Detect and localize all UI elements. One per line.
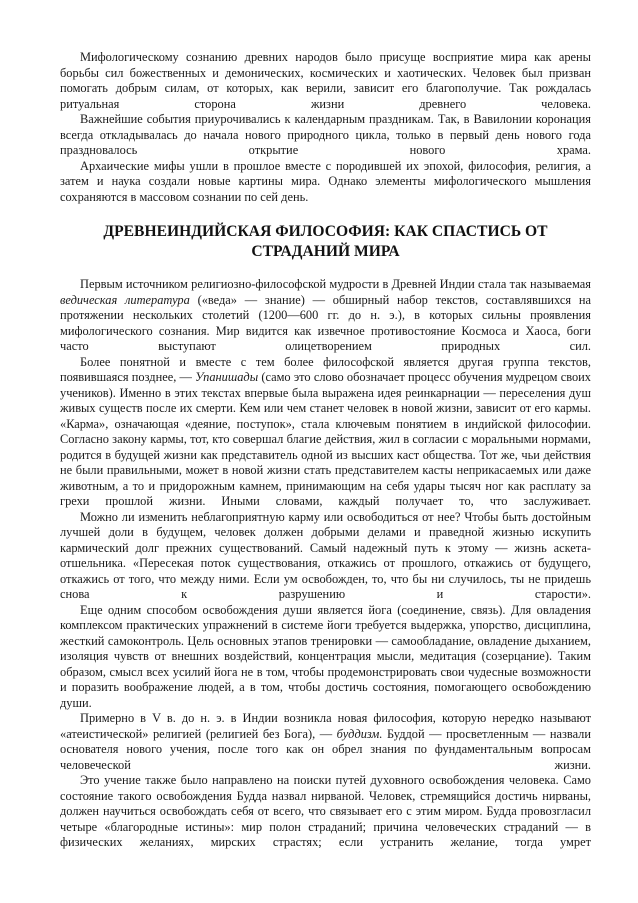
document-page [60,50,591,851]
text-run: («веда» — знание) — обширный набор текстов, составлявшихся на протяжении нескольких столетий (1200—600 гг. до н. э.), в которых сильны проявления мифологического сознания. Мир видится как извечное противостояние Космоса и Хаоса, боги часто выступают олицетворением природных сил. [60,292,591,353]
heading-line-1: ДРЕВНЕИНДИЙСКАЯ ФИЛОСОФИЯ: КАК СПАСТИСЬ ОТ [103,223,548,240]
paragraph-nirvana: Это учение также было направлено на поиски путей духовного освобождения человека. Само состояние такого освобождения Будда назвал нирваной. Человек, стремящийся достичь нирваны, должен научиться освобождать себя от всего, что связывает его с этим миром. Будда провозгласил четыре «благородные истины»: мир полон страданий; причина человеческих страданий — в физических желаниях, мирских страстях; если устранить желание, тогда умрет [60,773,591,849]
paragraph-karma-change: Можно ли изменить неблагоприятную карму или освободиться от нее? Чтобы быть достойным лучшей доли в будущем, человек должен добрыми делами и праведной жизнью искупить кармический долг прежних существований. Самый надежный путь к этому — жизнь аскета-отшельника. «Пересекая поток существования, откажись от прошлого, откажись от будущего, откажись от того, что между ними. Если ум освобожден, то, что бы ни случилось, ты не придешь снова к разрушению и старости». [60,509,591,601]
emphasis-vedic-literature: ведическая литература [60,292,190,307]
text-run: Буддой — просветленным — назвали основателя нового учения, после того как он обрел знания по фундаментальным вопросам человеческой жизни. [60,726,591,772]
section-gap [60,205,591,222]
emphasis-upanishads: Упанишады [195,370,259,384]
paragraph-vedic-literature [60,277,591,355]
text-run: Примерно в V в. до н. э. в Индии возникла новая философия, которую нередко называют «атеистической» религией (религией без Бога), — [60,711,591,741]
paragraph-archaic-myths: Архаические мифы ушли в прошлое вместе с породившей их эпохой, философия, религия, а затем и наука создали новые картины мира. Однако элементы мифологического мышления сохраняются в массовом сознании по сей день. [60,158,591,204]
paragraph-calendar-festivals: Важнейшие события приурочивались к календарным праздникам. Так, в Вавилонии коронация всегда откладывалась до начала нового природного цикла, только в первый день нового года праздновалось открытие нового храма. [60,112,591,157]
paragraph-myth-consciousness: Мифологическому сознанию древних народов было присуще восприятие мира как арены борьбы сил божественных и демонических, космических и хаотических. Человек был призван помогать добрым силам, от которых, как верили, зависит его благополучие. Так рождалась ритуальная сторона жизни древнего человека. [60,50,591,111]
paragraph-yoga: Еще одним способом освобождения души является йога (соединение, связь). Для овладения комплексом практических упражнений в системе йоги требуется выдержка, упорство, дисциплина, жесткий самоконтроль. Цель основных этапов тренировки — самообладание, овладение дыханием, изоляция чувств от внешних воздействий, концентрация мысли, медитация (созерцание). Таким образом, смысл всех усилий йога не в том, чтобы продемонстрировать свои чудесные возможности и поразить воображение людей, а в том, чтобы достичь состояния, помогающего освобождению души. [60,602,591,710]
paragraph-buddhism [60,711,591,773]
paragraph-upanishads [60,355,591,510]
text-run: Первым источником религиозно-философской мудрости в Древней Индии стала так называемая [80,277,591,291]
heading-line-2: СТРАДАНИЙ МИРА [251,243,400,260]
emphasis-buddhism: буддизм. [336,726,383,741]
text-run: (само это слово обозначает процесс обучения мудрецом своих учеников). Именно в этих текстах впервые была выражена идея реинкарнации — переселения душ живых существ после их смерти. Кем или чем станет человек в новой жизни, зависит от его кармы. «Карма», означающая «деяние, поступок», стала ключевым понятием в индийской философии. Согласно закону кармы, тот, кто совершал благие действия, жил в согласии с моральными нормами, родится в будущей жизни как представитель одной из высших каст общества. Тот же, чьи действия не были правильными, может в новой жизни стать представителем касты неприкасаемых или даже животным, а то и придорожным камнем, принимающим на себя удары тысяч ног как расплату за грехи прошлой жизни. Иными словами, каждый получает то, что заслуживает. [60,370,591,508]
section-heading [60,222,591,262]
text-run: Более понятной и вместе с тем более философской является другая группа текстов, появившаяся позднее, — [60,354,591,384]
